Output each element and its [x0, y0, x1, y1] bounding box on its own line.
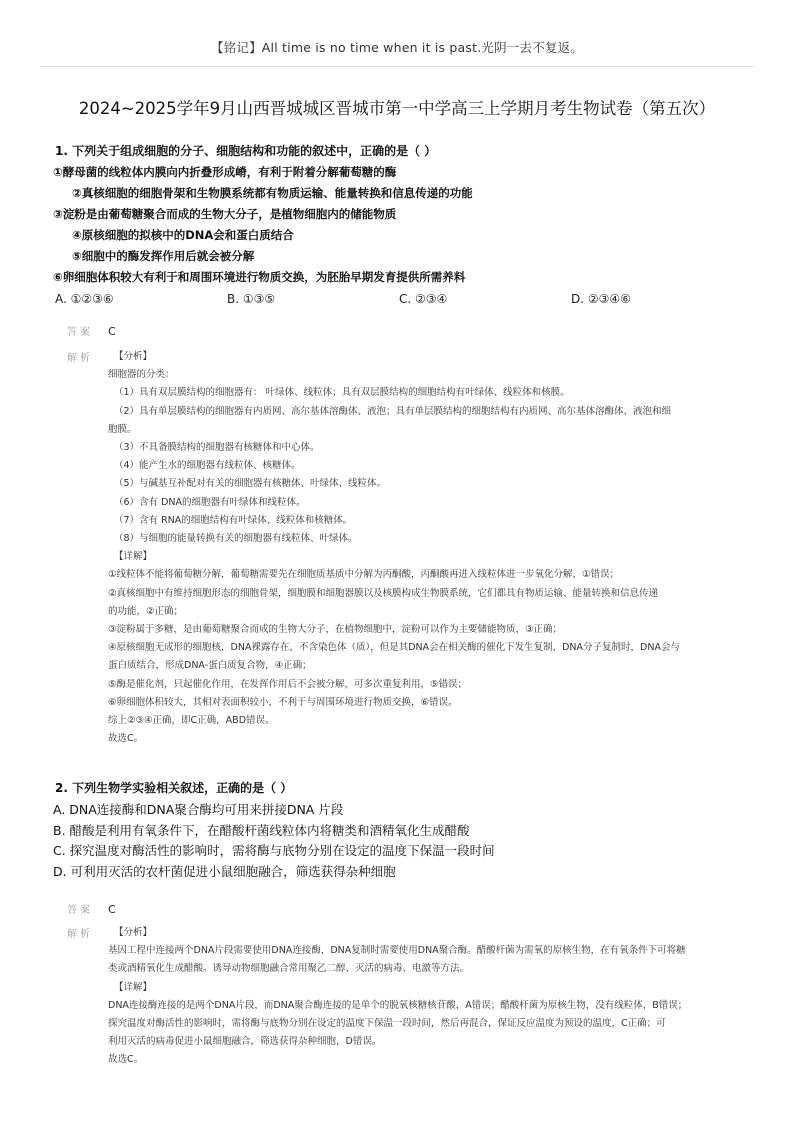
q2-analysis-line: 【详解】	[114, 981, 153, 993]
question-1-stem: 1. 下列关于组成细胞的分子、细胞结构和功能的叙述中，正确的是（ ）	[55, 144, 437, 158]
q2-analysis-line: 基因工程中连接两个DNA片段需要使用DNA连接酶，DNA复制时需要使用DNA聚合酶。醋酸杆菌为需氧的原核生物，在有氧条件下可将糖	[108, 945, 686, 957]
q2-answer-label: 答案	[67, 905, 93, 916]
header-motto: 【铭记】All time is no time when it is past.光阴一去不复返。	[210, 40, 584, 55]
q2-analysis-line: 类或酒精氧化生成醋酸。诱导动物细胞融合常用聚乙二醇、灭活的病毒、电激等方法。	[108, 963, 470, 975]
q1-statement-2: ②真核细胞的细胞骨架和生物膜系统都有物质运输、能量转换和信息传递的功能	[72, 186, 473, 200]
q2-analysis-row	[55, 924, 745, 1070]
q1-analysis-line: 细胞器的分类：	[108, 369, 175, 381]
q2-option-a[interactable]: A. DNA连接酶和DNA聚合酶均可用来拼接DNA 片段	[53, 802, 344, 817]
q1-analysis-block	[55, 348, 745, 748]
q2-analysis-line: 故选C。	[108, 1054, 144, 1066]
q2-analysis-line: 【分析】	[114, 927, 153, 938]
q1-statement-5: ⑤细胞中的酶发挥作用后就会被分解	[72, 249, 255, 263]
q1-statement-6: ⑥卵细胞体积较大有利于和周围环境进行物质交换，为胚胎早期发育提供所需养料	[53, 270, 466, 284]
q2-options	[53, 800, 745, 882]
q2-analysis-line: 利用灭活的病毒促进小鼠细胞融合，筛选获得杂种细胞，D错误。	[108, 1036, 382, 1048]
q1-analysis-line: （1）具有双层膜结构的细胞器有： 叶绿体、线粒体；具有双层膜结构的细胞结构有叶绿体、线粒体和核膜。	[114, 387, 570, 399]
q1-option-d[interactable]: D. ②③④⑥	[571, 292, 631, 306]
q1-answer-row	[55, 323, 745, 341]
q1-answer-label: 答案	[67, 327, 93, 338]
q1-analysis-text	[108, 348, 745, 748]
q2-analysis-block	[55, 924, 745, 1070]
q1-analysis-line: 【详解】	[114, 551, 153, 563]
q2-answer-block	[55, 901, 745, 919]
q1-analysis-row	[55, 348, 745, 748]
q1-analysis-line: 【分析】	[114, 351, 153, 362]
question-1	[55, 141, 745, 310]
q1-analysis-line: 综上②③④正确，即C正确，ABD错误。	[108, 715, 275, 727]
q1-answer-value: C	[108, 325, 116, 338]
q1-analysis-line: （7）含有 RNA的细胞结构有叶绿体、线粒体和核糖体。	[114, 514, 353, 526]
q1-analysis-line: ③淀粉属于多糖，是由葡萄糖聚合而成的生物大分子，在植物细胞中，淀粉可以作为主要储能物质，③正确；	[108, 624, 563, 636]
q2-option-b[interactable]: B. 醋酸是利用有氧条件下，在醋酸杆菌线粒体内将糖类和酒精氧化生成醋酸	[53, 822, 470, 838]
q2-analysis-line: DNA连接酶连接的是两个DNA片段，而DNA聚合酶连接的是单个的脱氧核糖核苷酸，A错误；醋酸杆菌为原核生物，没有线粒体，B错误；	[108, 999, 688, 1011]
q1-option-a[interactable]: A. ①②③⑥	[55, 292, 114, 306]
q1-analysis-line: （4）能产生水的细胞器有线粒体、核糖体。	[114, 460, 301, 472]
q1-analysis-line: 的功能，②正确；	[108, 605, 184, 617]
q1-options	[55, 289, 745, 310]
q2-analysis-text	[108, 924, 745, 1070]
q2-option-d[interactable]: D. 可利用灭活的农杆菌促进小鼠细胞融合，筛选获得杂种细胞	[53, 863, 396, 879]
q1-option-b[interactable]: B. ①③⑤	[227, 292, 276, 306]
question-2-stem: 2. 下列生物学实验相关叙述，正确的是（ ）	[55, 781, 293, 795]
question-2	[55, 778, 745, 882]
q1-analysis-line: 蛋白质结合，形成DNA-蛋白质复合物，④正确；	[108, 660, 312, 672]
q1-analysis-line: （5）与碱基互补配对有关的细胞器有核糖体、叶绿体、线粒体。	[114, 478, 387, 490]
q1-analysis-line: ⑤酶是催化剂，只起催化作用，在发挥作用后不会被分解，可多次重复利用，⑤错误；	[108, 678, 468, 690]
q2-answer-value: C	[108, 903, 116, 916]
q2-option-c[interactable]: C. 探究温度对酶活性的影响时，需将酶与底物分别在设定的温度下保温一段时间	[53, 843, 495, 858]
q1-answer-block	[55, 323, 745, 341]
page-title: 2024~2025学年9月山西晋城城区晋城市第一中学高三上学期月考生物试卷（第五次）	[78, 99, 716, 118]
q1-analysis-line: （6）含有 DNA的细胞器有叶绿体和线粒体。	[114, 496, 306, 508]
q1-analysis-line: 胞膜。	[108, 423, 137, 435]
q1-analysis-line: ①线粒体不能将葡萄糖分解，葡萄糖需要先在细胞质基质中分解为丙酮酸，丙酮酸再进入线粒体进一步氧化分解，①错误；	[108, 569, 620, 581]
q1-analysis-label: 解析	[67, 353, 93, 364]
q1-analysis-line: 故选C。	[108, 733, 144, 745]
q1-analysis-line: （3）不具备膜结构的细胞器有核糖体和中心体。	[114, 442, 320, 454]
q2-analysis-line: 探究温度对酶活性的影响时，需将酶与底物分别在设定的温度下保温一段时间，然后再混合，保证反应温度为预设的温度，C正确；可	[108, 1018, 666, 1030]
header-divider	[40, 66, 754, 67]
q1-analysis-line: ④原核细胞无成形的细胞核，DNA裸露存在，不含染色体（质），但是其DNA会在相关酶的催化下发生复制，DNA分子复制时，DNA会与	[108, 642, 680, 654]
q1-statement-4: ④原核细胞的拟核中的DNA会和蛋白质结合	[72, 228, 294, 242]
q2-answer-row	[55, 901, 745, 919]
q1-analysis-line: （2）具有单层膜结构的细胞器有内质网、高尔基体溶酶体、液泡；具有单层膜结构的细胞结构有内质网、高尔基体溶酶体、液泡和细	[114, 405, 672, 417]
q1-analysis-line: ②真核细胞中有维持细胞形态的细胞骨架，细胞膜和细胞器膜以及核膜构成生物膜系统，它们都具有物质运输、能量转换和信息传递	[108, 587, 659, 599]
q1-statement-1: ①酵母菌的线粒体内膜向内折叠形成嵴，有利于附着分解葡萄糖的酶	[53, 165, 397, 179]
q1-statement-3: ③淀粉是由葡萄糖聚合而成的生物大分子，是植物细胞内的储能物质	[53, 207, 397, 221]
q1-option-c[interactable]: C. ②③④	[399, 292, 448, 306]
q1-analysis-line: ⑥卵细胞体积较大，其相对表面积较小，不利于与周围环境进行物质交换，⑥错误。	[108, 696, 458, 708]
q2-analysis-label: 解析	[67, 929, 93, 940]
q1-analysis-line: （8）与细胞的能量转换有关的细胞器有线粒体、叶绿体。	[114, 533, 358, 545]
